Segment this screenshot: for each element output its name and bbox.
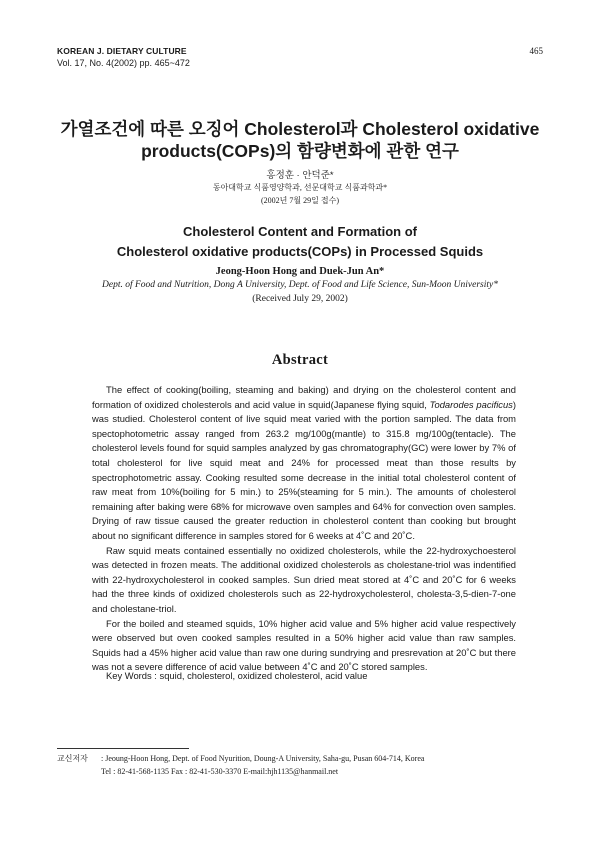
abstract-paragraph-3: For the boiled and steamed squids, 10% higher acid value and 5% higher acid value respectively were observed but oven cooked samples resulted in a 50% higher acid value than raw samples. Squids had a 45% higher acid value than raw one during sundrying and presrevation at 20˚C but there was not a severe difference of acid value between 4˚C and 20˚C stored samples.: [92, 617, 516, 673]
korean-title-line1: 가열조건에 따른 오징어 Cholesterol과 Cholesterol oxidative: [60, 119, 540, 139]
korean-received-date: (2002년 7월 29일 접수): [261, 196, 339, 205]
english-received-date: (Received July 29, 2002): [252, 294, 348, 304]
footnote-divider: [57, 748, 189, 749]
abstract-paragraph-2: Raw squid meats contained essentially no oxidized cholesterols, while the 22-hydroxychoesterol was detected in frozen meats. The additional oxidized cholesterols as cholestane-triol was indentified with 22-hydroxycholesterol in cooked samples. Sun dried meat stored at 4˚C and 20˚C for 6 weeks had the three kinds of oxidized cholesterols such as 22-hydroxycholesterol, cholesta-3,5-dien-7-one and cholestane-triol.: [92, 544, 516, 614]
english-affiliation: Dept. of Food and Nutrition, Dong A University, Dept. of Food and Life Science, Sun-Moon University*: [102, 280, 498, 290]
english-authors: Jeong-Hoon Hong and Duek-Jun An*: [215, 266, 385, 277]
english-title-line2: Cholesterol oxidative products(COPs) in Processed Squids: [116, 244, 484, 259]
corresponding-author-footnote: [57, 752, 424, 778]
keywords: [106, 670, 367, 681]
footnote-line2: Tel : 82-41-568-1135 Fax : 82-41-530-3370 E-mail:hjh1135@hanmail.net: [101, 767, 339, 776]
journal-name: KOREAN J. DIETARY CULTURE: [57, 46, 187, 56]
korean-title: [50, 118, 550, 162]
abstract-paragraph-1: [92, 383, 516, 544]
species-name: Todarodes pacificus: [429, 398, 513, 410]
page-number: 465: [529, 46, 543, 56]
korean-title-line2: products(COPs)의 함량변화에 관한 연구: [141, 141, 459, 161]
footnote-label: 교신저자: [57, 754, 88, 763]
keywords-list: : squid, cholesterol, oxidized cholesterol, acid value: [151, 670, 368, 681]
volume-info: Vol. 17, No. 4(2002) pp. 465~472: [57, 58, 190, 68]
korean-affiliation: 동아대학교 식품영양학과, 선문대학교 식품과학과*: [212, 183, 388, 192]
english-title-line1: Cholesterol Content and Formation of: [183, 224, 417, 239]
abstract-body: [92, 383, 516, 675]
abstract-p1-text-b: ) was studied. Cholesterol content of live squid meat varied with the portion sampled. The data from spectophotometric assay ranged from 263.2 mg/100g(mantle) to 315.8 mg/100g(tentacle). The cholesterol levels found for squid samples analyzed by gas chromatography(GC) were lower by 7% of total cholesterol for live squid meat and 24% for processed meat than those results by spectrophotometric assay. Cooking resulted some decrease in the initial total cholesterol content of raw meat from 10%(boiling for 5 min.) to 25%(steaming for 5 min.). The amounts of cholesterol remaining after baking were 68% for microwave oven samples and 64% for convection oven samples. Drying of raw tissue caused the greater reduction in cholesterol content than cooking but brought about no significant difference in samples stored for 6 weeks at 4˚C and 20˚C.: [92, 398, 516, 541]
english-title: [40, 222, 560, 262]
abstract-heading: Abstract: [271, 352, 329, 368]
korean-authors: 홍정훈 · 안덕준*: [266, 170, 334, 181]
abstract-p1-text-a: The effect of cooking(boiling, steaming and baking) and drying on the cholesterol content and formation of oxidized cholesterols and acid value in squid(Japanese flying squid,: [92, 384, 516, 410]
keywords-label: Key Words: [106, 670, 152, 681]
footnote-line1: : Jeoung-Hoon Hong, Dept. of Food Nyurition, Doung-A University, Saha-gu, Pusan 604-714, Korea: [101, 754, 425, 763]
